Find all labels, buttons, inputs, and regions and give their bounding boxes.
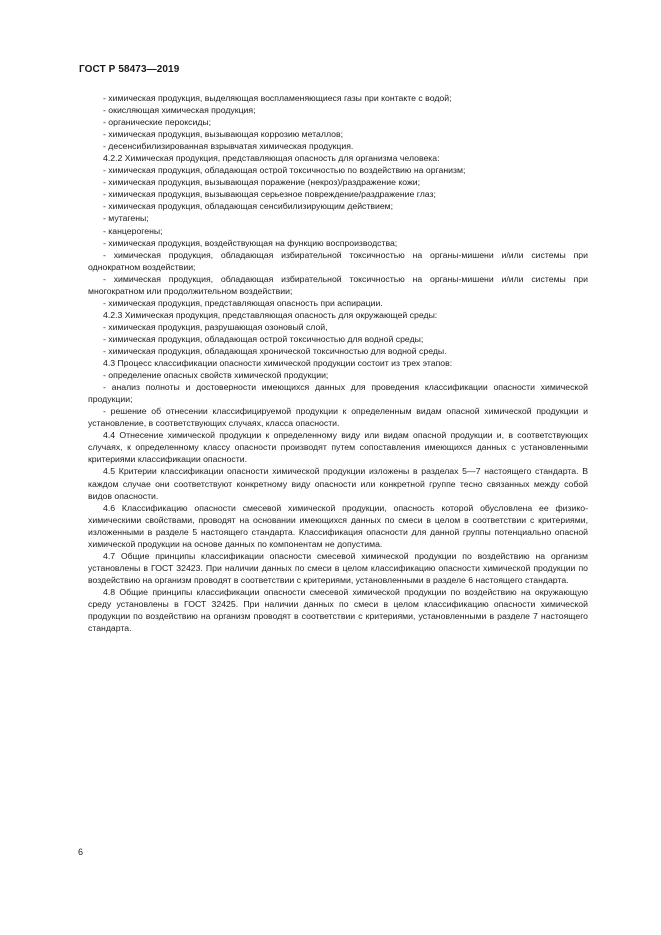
paragraph: - определение опасных свойств химической продукции; [103,370,329,381]
paragraph: - химическая продукция, обладающая острой токсичностью для водной среды; [103,333,424,344]
paragraph: 4.8 Общие принципы классификации опасности смесевой химической продукции по воздействию на окружающую среду установлены в ГОСТ 32425. При наличии данных по смеси в целом классификацию опасности химической продукции по воздействию на организм проводят в соответствии с критериями, установленными в разделе 7 настоящего стандарта. [88,586,588,634]
paragraph: - органические пероксиды; [103,117,212,128]
paragraph: - химическая продукция, обладающая сенсибилизирующим действием; [103,201,394,212]
paragraph: - химическая продукция, вызывающая коррозию металлов; [103,129,343,140]
paragraph: 4.6 Классификацию опасности смесевой химической продукции, опасность которой обусловлена ее физико-химическими свойствами, проводят на основании имеющихся данных по смеси в целом в соответствии с критериями, изложенными в разделе 5 настоящего стандарта. Классификация опасности для данной группы потенциально опасной химической продукции на основе данных по компонентам не допустима. [88,502,588,549]
paragraph: 4.7 Общие принципы классификации опасности смесевой химической продукции по воздействию на организм установлены в ГОСТ 32423. При наличии данных по смеси в целом классификацию опасности химической продукции по воздействию на организм проводят в соответствии с критериями, установленными в разделе 6 настоящего стандарта. [88,550,588,585]
paragraph: - окисляющая химическая продукция; [103,105,256,116]
page-number: 6 [78,847,84,857]
paragraph: 4.3 Процесс классификации опасности химической продукции состоит из трех этапов: [103,358,453,369]
paragraph: - химическая продукция, обладающая избирательной токсичностью на органы-мишени и/или системы при многократном или продолжительном воздействии; [88,273,588,296]
paragraph: - химическая продукция, обладающая избирательной токсичностью на органы-мишени и/или системы при однократном воздействии; [88,249,588,272]
paragraph: - химическая продукция, обладающая хронической токсичностью для водной среды. [103,345,447,356]
paragraph: - решение об отнесении классифицируемой продукции к определенным видам опасной химической продукции и установление, в соответствующих случаях, класса опасности. [88,406,588,429]
paragraph: - канцерогены; [103,225,163,236]
paragraph: - химическая продукция, выделяющая воспламеняющиеся газы при контакте с водой; [103,93,452,103]
paragraph: - химическая продукция, обладающая острой токсичностью по воздействию на организм; [103,165,466,176]
paragraph: - химическая продукция, вызывающая серьезное повреждение/раздражение глаз; [103,189,436,200]
paragraph: - химическая продукция, разрушающая озоновый слой, [103,321,328,332]
paragraph: - десенсибилизированная взрывчатая химическая продукция. [103,141,354,152]
paragraph: - мутагены; [103,213,149,224]
paragraph: - химическая продукция, воздействующая на функцию воспроизводства; [103,237,398,248]
paragraph: 4.5 Критерии классификации опасности химической продукции изложены в разделах 5—7 настоящего стандарта. В каждом случае они соответствуют конкретному виду опасности или конкретной группе тесно связанных между собой видов опасности. [88,466,588,501]
paragraph: - анализ полноты и достоверности имеющихся данных для проведения классификации опасности химической продукции; [88,382,588,405]
paragraph: - химическая продукция, вызывающая поражение (некроз)/раздражение кожи; [103,177,421,188]
paragraph: 4.2.2 Химическая продукция, представляющая опасность для организма человека: [103,153,440,164]
body-text [88,92,588,634]
paragraph: 4.4 Отнесение химической продукции к определенному виду или видам опасной продукции и, в соответствующих случаях, к определенному классу опасности производят путем сопоставления имеющихся данных с установленными критериями классификации опасности. [88,430,588,465]
paragraph: - химическая продукция, представляющая опасность при аспирации. [103,297,383,308]
paragraph: 4.2.3 Химическая продукция, представляющая опасность для окружающей среды: [103,309,438,320]
document-header: ГОСТ Р 58473—2019 [79,64,180,75]
